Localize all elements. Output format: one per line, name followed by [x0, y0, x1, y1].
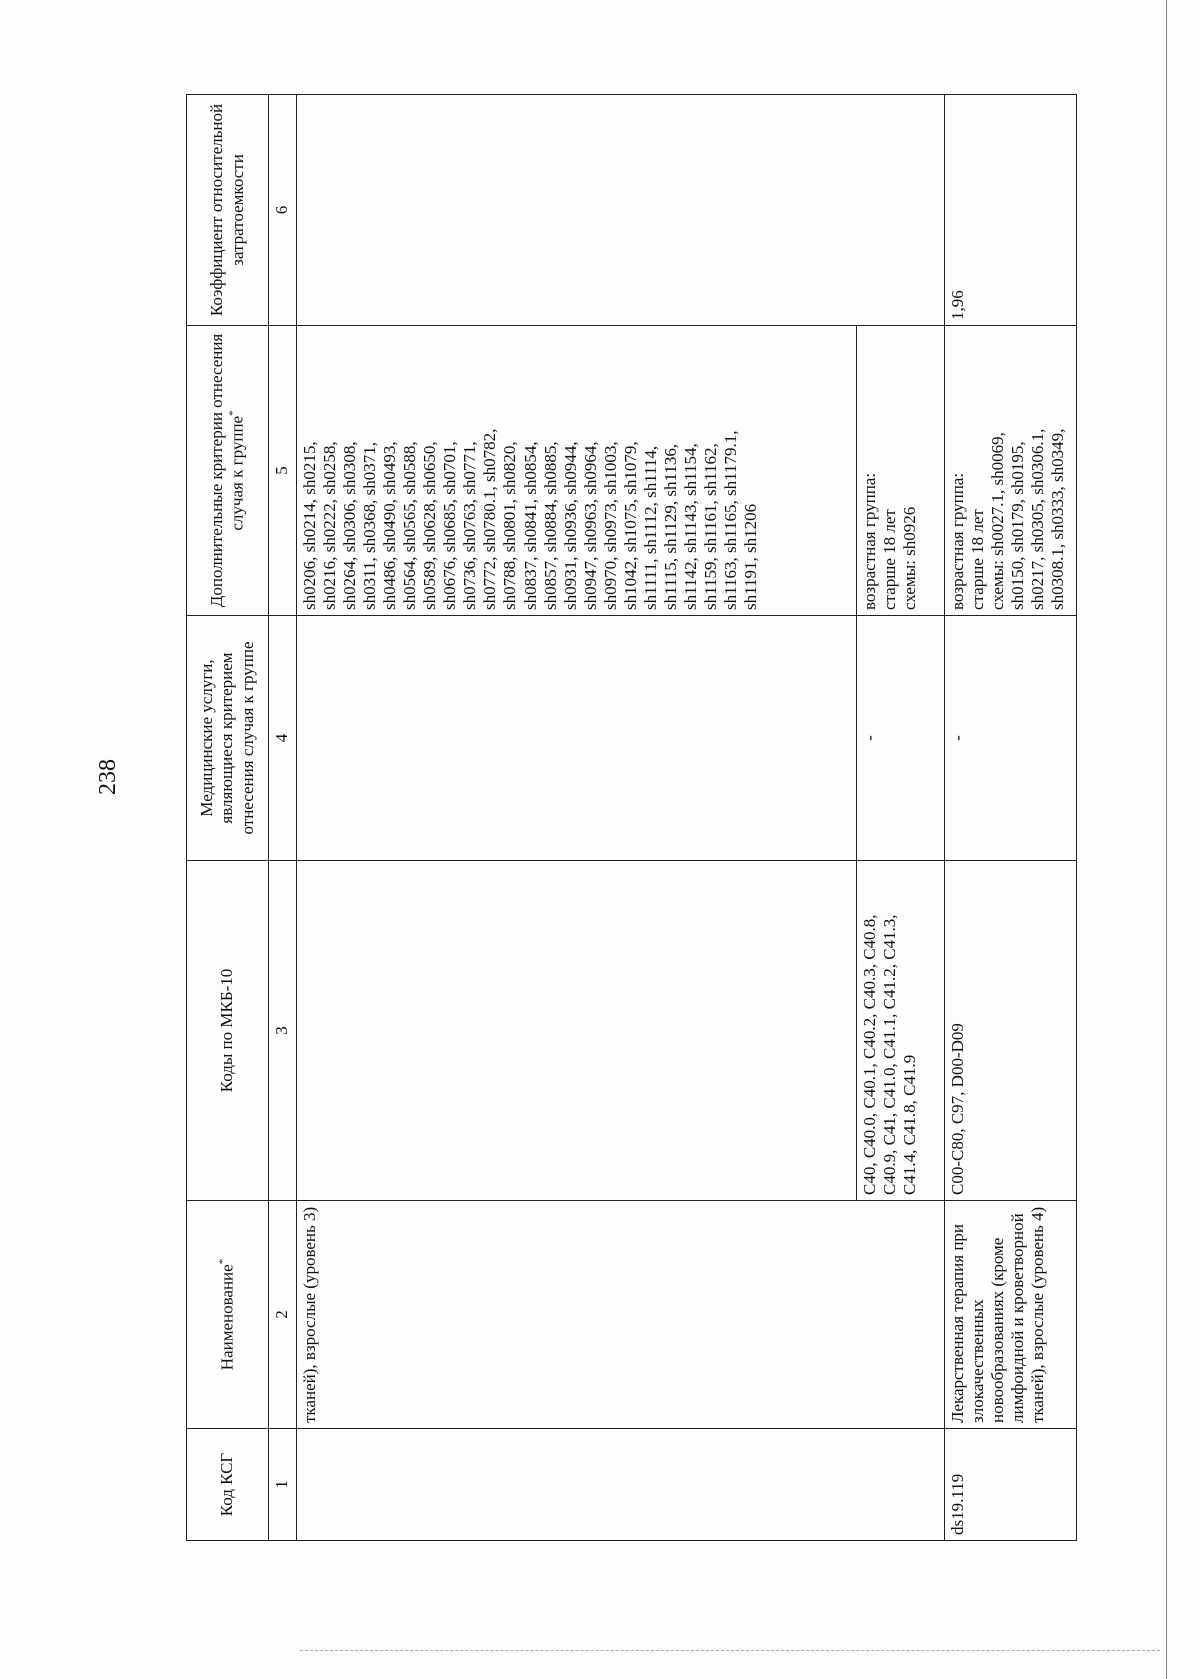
column-number: 5 — [269, 326, 297, 616]
cell-criteria: возрастная группа: старше 18 лет схемы: sh0027.1, sh0069, sh0150, sh0179, sh0195, sh0217, sh0305, sh0306.1, sh0308.1, sh0333, sh0349, — [945, 326, 1077, 616]
cell-code: ds19.119 — [945, 1429, 1077, 1541]
cell-coefficient — [297, 95, 945, 326]
header-coefficient: Коэффициент относительной затратоемкости — [187, 95, 269, 326]
cell-criteria: возрастная группа: старше 18 лет схемы: sh0926 — [857, 326, 945, 616]
cell-mkb — [297, 861, 857, 1201]
scan-edge-line-bottom — [300, 1650, 1160, 1651]
table-row — [945, 95, 1077, 1541]
column-number: 6 — [269, 95, 297, 326]
cell-services: - — [857, 616, 945, 861]
header-code: Код КСГ — [187, 1429, 269, 1541]
table-row — [297, 95, 857, 1541]
header-mkb: Коды по МКБ-10 — [187, 861, 269, 1201]
cell-name: тканей), взрослые (уровень 3) — [297, 1201, 945, 1429]
column-number: 3 — [269, 861, 297, 1201]
cell-services: - — [945, 616, 1077, 861]
header-name-footnote-mark: * — [217, 1258, 230, 1265]
scan-edge-line — [1166, 0, 1167, 1679]
column-number-row — [269, 95, 297, 1541]
kcg-table — [186, 94, 1077, 1541]
kcg-table-rotated — [186, 95, 1076, 1541]
header-name-text: Наименование — [217, 1264, 237, 1371]
cell-mkb: С00-С80, С97, D00-D09 — [945, 861, 1077, 1201]
header-criteria — [187, 326, 269, 616]
column-number: 1 — [269, 1429, 297, 1541]
header-services: Медицинские услуги, являющиеся критерием отнесения случая к группе — [187, 616, 269, 861]
header-criteria-footnote-mark: * — [227, 410, 240, 416]
header-row — [187, 95, 269, 1541]
column-number: 2 — [269, 1201, 297, 1429]
cell-coefficient: 1,96 — [945, 95, 1077, 326]
cell-mkb: С40, С40.0, С40.1, С40.2, С40.3, С40.8, С40.9, С41, С41.0, С41.1, С41.2, С41.3, С41.4, С41.8, С41.9 — [857, 861, 945, 1201]
header-name — [187, 1201, 269, 1429]
column-number: 4 — [269, 616, 297, 861]
cell-name: Лекарственная терапия при злокачественных новообразованиях (кроме лимфоидной и кроветворной тканей), взрослые (уровень 4) — [945, 1201, 1077, 1429]
cell-criteria: sh0206, sh0214, sh0215, sh0216, sh0222, sh0258, sh0264, sh0306, sh0308, sh0311, sh0368, sh0371, sh0486, sh0490, sh0493, sh0564, sh0565, sh0588, sh0589, sh0628, sh0650, sh0676, sh0685, sh0701, sh0736, sh0763, sh0771, sh0772, sh0780.1, sh0782, sh0788, sh0801, sh0820, sh0837, sh0841, sh0854, sh0857, sh0884, sh0885, sh0931, sh0936, sh0944, sh0947, sh0963, sh0964, sh0970, sh0973, sh1003, sh1042, sh1075, sh1079, sh1111, sh1112, sh1114, sh1115, sh1129, sh1136, sh1142, sh1143, sh1154, sh1159, sh1161, sh1162, sh1163, sh1165, sh1179.1, sh1191, sh1206 — [297, 326, 857, 616]
header-criteria-text: Дополнительные критерии отнесения случая к группе — [207, 333, 247, 608]
cell-code — [297, 1429, 945, 1541]
cell-services — [297, 616, 857, 861]
page-number: 238 — [95, 759, 121, 795]
